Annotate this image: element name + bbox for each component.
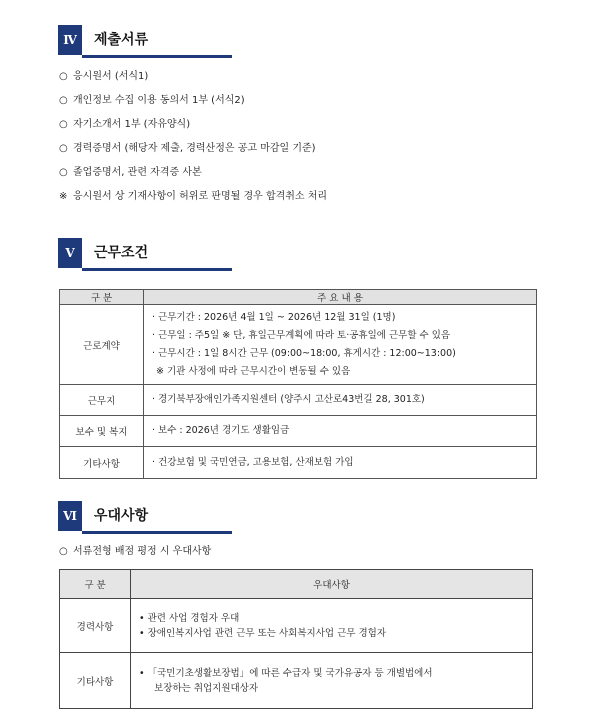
list-item: ○ 경력증명서 (해당자 제출, 경력산정은 공고 마감일 기준): [59, 143, 316, 154]
list-item: ○ 자기소개서 1부 (자유양식): [59, 119, 191, 130]
intro-item: ○ 서류전형 배점 평정 시 우대사항: [59, 546, 212, 557]
preference-table: [59, 569, 533, 709]
table-header-category: 구 분: [60, 570, 131, 599]
table-row: [60, 599, 533, 653]
note-item: ※ 응시원서 상 기재사항이 허위로 판명될 경우 합격취소 처리: [59, 191, 328, 202]
row-content: · 근무기간 : 2026년 4월 1일 ~ 2026년 12월 31일 (1명) · 근무일 : 주5일 ※ 단, 휴일근무계획에 따라 토·공휴일에 근무할 수 있음 · 근무시간 : 1일 8시간 근무 (09:00~18:00, 휴게시간 : 12:00~13:00) ※ 기관 사정에 따라 근무시간이 변동될 수 있음: [144, 305, 537, 385]
row-label: 기타사항: [60, 653, 131, 709]
list-item: ○ 졸업증명서, 관련 자격증 사본: [59, 167, 202, 178]
table-header-content: 주 요 내 용: [144, 290, 537, 305]
row-label: 근로계약: [60, 305, 144, 385]
list-item: ○ 개인정보 수집 이용 동의서 1부 (서식2): [59, 95, 245, 106]
table-row: [60, 653, 533, 709]
table-row: [60, 385, 537, 416]
table-header-category: 구 분: [60, 290, 144, 305]
section4-title: 제출서류: [94, 32, 149, 48]
row-content: · 경기북부장애인가족지원센터 (양주시 고산로43번길 28, 301호): [144, 385, 537, 416]
row-content: · 보수 : 2026년 경기도 생활임금: [144, 416, 537, 447]
row-content: • 관련 사업 경험자 우대 • 장애인복지사업 관련 근무 또는 사회복지사업 근무 경험자: [131, 599, 533, 653]
row-label: 근무지: [60, 385, 144, 416]
table-header-content: 우대사항: [131, 570, 533, 599]
row-label: 기타사항: [60, 447, 144, 479]
table-row: [60, 447, 537, 479]
table-row: [60, 305, 537, 385]
section6-underline: [82, 531, 232, 534]
work-conditions-table: [59, 289, 537, 479]
section5-title: 근무조건: [94, 245, 149, 261]
row-content: · 건강보험 및 국민연금, 고용보험, 산재보험 가입: [144, 447, 537, 479]
section6-number: Ⅵ: [58, 501, 82, 531]
section5-underline: [82, 268, 232, 271]
section4-underline: [82, 55, 232, 58]
section6-title: 우대사항: [94, 508, 149, 524]
section4-number: Ⅳ: [58, 25, 82, 55]
table-header-row: [60, 570, 533, 599]
row-content: • 「국민기초생활보장법」에 따른 수급자 및 국가유공자 등 개별법에서 보장하는 취업지원대상자: [131, 653, 533, 709]
section5-number: Ⅴ: [58, 238, 82, 268]
table-row: [60, 416, 537, 447]
table-header-row: [60, 290, 537, 305]
list-item: ○ 응시원서 (서식1): [59, 71, 149, 82]
row-label: 경력사항: [60, 599, 131, 653]
row-label: 보수 및 복지: [60, 416, 144, 447]
